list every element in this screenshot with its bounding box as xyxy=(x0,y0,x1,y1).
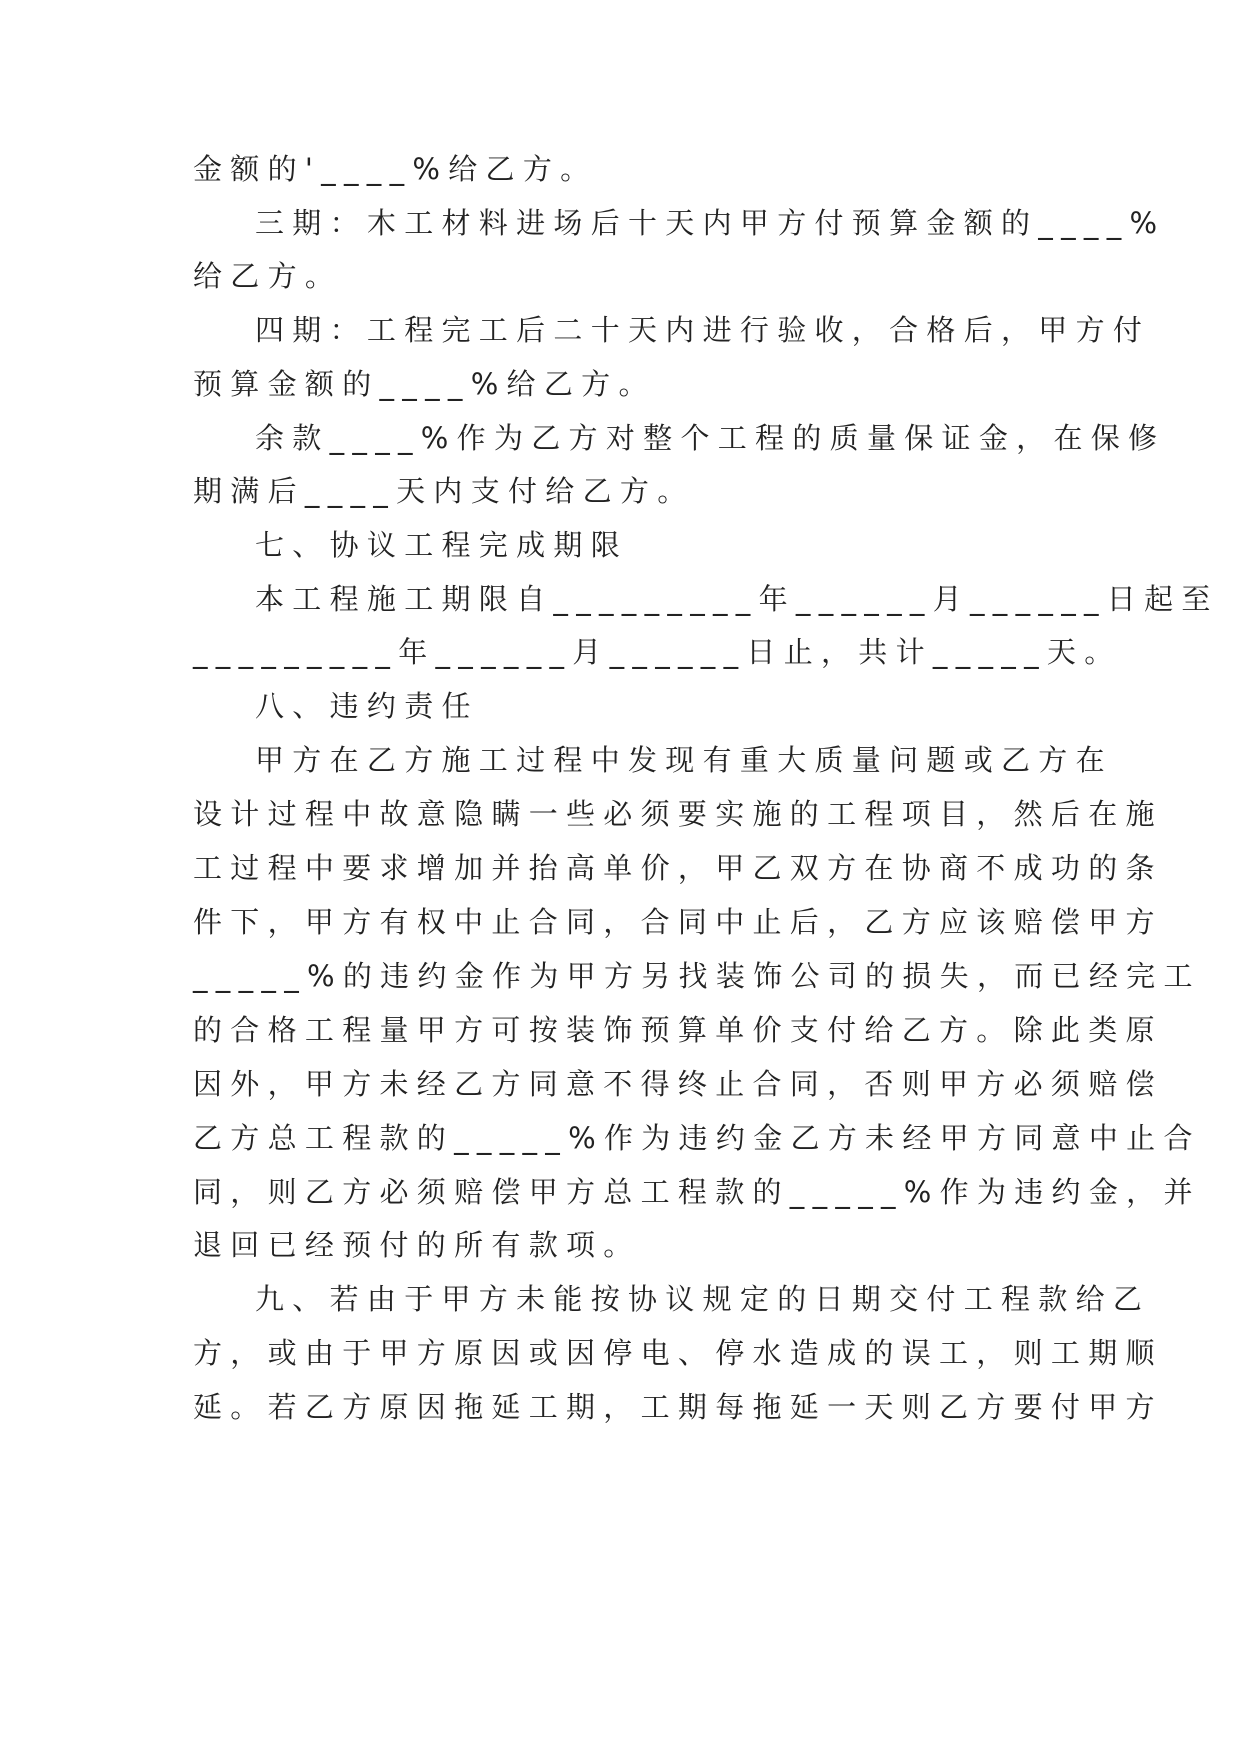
text-line: 的合格工程量甲方可按装饰预算单价支付给乙方。除此类原 xyxy=(193,1013,1163,1047)
text-line: 三期：木工材料进场后十天内甲方付预算金额的____% xyxy=(255,206,1166,240)
text-line: 预算金额的____%给乙方。 xyxy=(193,367,656,401)
text-line: 延。若乙方原因拖延工期，工期每拖延一天则乙方要付甲方 xyxy=(193,1390,1163,1424)
text-line: 金额的'____%给乙方。 xyxy=(193,152,598,186)
text-line: 九、若由于甲方未能按协议规定的日期交付工程款给乙 xyxy=(255,1282,1151,1316)
section-heading: 七、协议工程完成期限 xyxy=(255,528,629,562)
text-line: 同，则乙方必须赔偿甲方总工程款的_____%作为违约金，并 xyxy=(193,1175,1201,1209)
section-heading: 八、违约责任 xyxy=(255,689,479,723)
text-line: 件下，甲方有权中止合同，合同中止后，乙方应该赔偿甲方 xyxy=(193,905,1163,939)
text-line: _________年______月______日止，共计_____天。 xyxy=(193,635,1122,669)
text-line: 四期：工程完工后二十天内进行验收，合格后，甲方付 xyxy=(255,313,1151,347)
text-line: 本工程施工期限自_________年______月______日起至 xyxy=(255,582,1219,616)
text-line: 期满后____天内支付给乙方。 xyxy=(193,474,695,508)
text-line: 设计过程中故意隐瞒一些必须要实施的工程项目，然后在施 xyxy=(193,797,1163,831)
text-line: 余款____%作为乙方对整个工程的质量保证金，在保修 xyxy=(255,421,1166,455)
text-line: 甲方在乙方施工过程中发现有重大质量问题或乙方在 xyxy=(255,743,1113,777)
text-line: 因外，甲方未经乙方同意不得终止合同，否则甲方必须赔偿 xyxy=(193,1067,1163,1101)
text-line: _____%的违约金作为甲方另找装饰公司的损失，而已经完工 xyxy=(193,959,1201,993)
text-line: 工过程中要求增加并抬高单价，甲乙双方在协商不成功的条 xyxy=(193,851,1163,885)
text-line: 方，或由于甲方原因或因停电、停水造成的误工，则工期顺 xyxy=(193,1336,1163,1370)
text-line: 乙方总工程款的_____%作为违约金乙方未经甲方同意中止合 xyxy=(193,1121,1201,1155)
text-line: 给乙方。 xyxy=(193,259,343,293)
text-line: 退回已经预付的所有款项。 xyxy=(193,1228,641,1262)
